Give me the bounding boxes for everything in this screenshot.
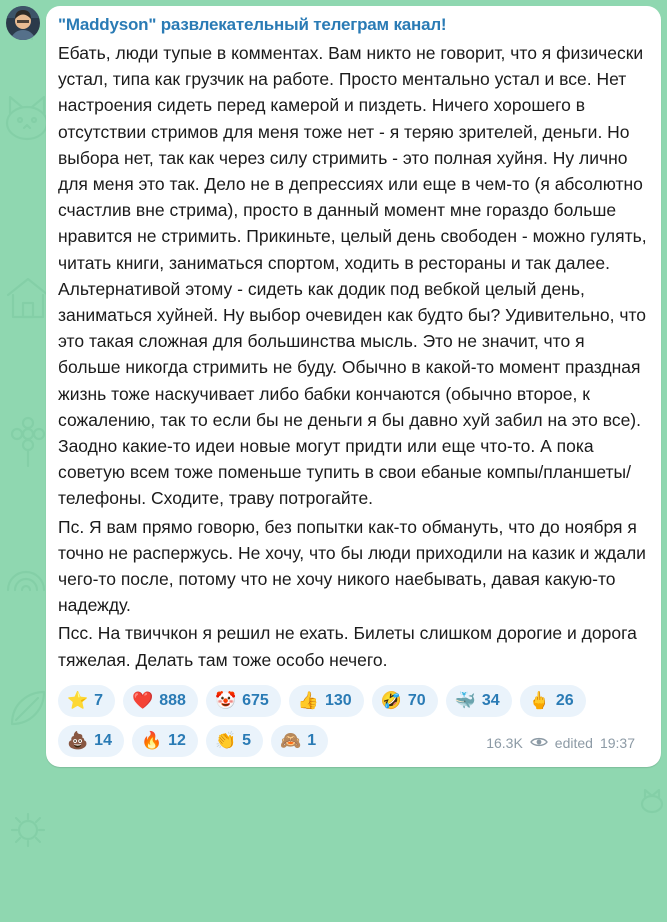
reaction-rofl-icon: 🤣 (380, 691, 402, 711)
edited-label: edited (554, 734, 593, 751)
reaction-see-no-evil-monkey-count: 1 (307, 731, 317, 749)
reaction-star-count: 7 (94, 691, 104, 709)
reaction-middle-finger[interactable] (520, 685, 586, 717)
reaction-thumbs-up[interactable] (289, 685, 364, 717)
reaction-star[interactable] (58, 685, 115, 717)
message-time: 19:37 (599, 734, 635, 751)
message-paragraph-1: Ебать, люди тупые в комментах. Вам никто не говорит, что я физически устал, типа как грузчик на работе. Просто ментально устал и все. Нет настроения сидеть перед камерой и пиздеть. Ничего хорошего в отсутствии стримов для меня тоже нет - я теряю зрителей, деньги. Но выбора нет, так как через силу стримить - это полная хуйня. Ну лично для меня это так. Дело не в депрессиях или еще в чем-то (я абсолютно счастлив вне стрима), просто в данный момент мне гораздо больше нравится не стримить. Прикиньте, целый день свободен - можно гулять, читать книги, заниматься спортом, ходить в рестораны и так далее. Альтернативой этому - сидеть как додик под вебкой целый день, заниматься хуйней. Ну выбор очевиден как будто бы? Удивительно, что это такая сложная для большинства мысль. Это не значит, что я больше никогда стримить не буду. Обычно в какой-то момент праздная жизнь тоже наскучивает либо бабки кончаются (обычно второе, к сожалению, так то если бы не деньги я бы давно хуй забил на это все). Заодно какие-то идеи новые могут придти или еще что-то. А пока советую всем тоже поменьше тупить в свои ебаные компы/планшеты/телефоны. Сходите, траву потрогайте. (58, 43, 652, 509)
reaction-whale-icon: 🐳 (454, 691, 476, 711)
reaction-clap[interactable] (206, 725, 263, 757)
reaction-thumbs-up-count: 130 (325, 691, 352, 709)
reaction-clap-count: 5 (242, 731, 252, 749)
reaction-poop-icon: 💩 (67, 731, 89, 751)
reaction-heart[interactable] (123, 685, 198, 717)
reaction-heart-count: 888 (159, 691, 186, 709)
message-paragraph-3: Псс. На твиччкон я решил не ехать. Билеты слишком дорогие и дорога тяжелая. Делать там тоже особо нечего. (58, 623, 642, 670)
reaction-see-no-evil-monkey-icon: 🙈 (280, 731, 302, 751)
channel-avatar[interactable] (6, 6, 40, 40)
reaction-poop-count: 14 (94, 731, 112, 749)
reaction-clown-count: 675 (242, 691, 269, 709)
channel-title[interactable]: "Maddyson" развлекательный телеграм канал! (58, 15, 447, 34)
reaction-star-icon: ⭐ (67, 691, 89, 711)
reaction-heart-icon: ❤️ (132, 691, 154, 711)
message-paragraph-2: Пс. Я вам прямо говорю, без попытки как-то обмануть, что до ноября я точно не распержусь. Не хочу, что бы люди приходили на казик и ждали чего-то после, потому что не хочу никого наебывать, давая какую-то надежду. (58, 516, 651, 616)
reaction-fire-icon: 🔥 (140, 731, 163, 751)
reaction-thumbs-up-icon: 👍 (297, 691, 319, 711)
reaction-clown[interactable] (206, 685, 281, 717)
reaction-fire-count: 12 (168, 731, 186, 749)
reaction-rofl-count: 70 (407, 691, 426, 709)
message-meta (486, 735, 635, 751)
message-bubble[interactable] (46, 6, 661, 767)
reaction-middle-finger-count: 26 (555, 691, 574, 709)
reaction-see-no-evil-monkey[interactable] (271, 725, 328, 757)
reaction-rofl[interactable] (372, 685, 438, 717)
reaction-middle-finger-icon: 🖕 (528, 691, 550, 711)
reaction-clap-icon: 👏 (214, 731, 237, 751)
reaction-fire[interactable] (132, 725, 198, 757)
eye-icon (530, 735, 548, 751)
reaction-whale[interactable] (446, 685, 512, 717)
view-count: 16.3K (486, 734, 523, 751)
reaction-clown-icon: 🤡 (214, 691, 237, 711)
reaction-whale-count: 34 (481, 691, 500, 709)
reaction-poop[interactable] (58, 725, 124, 757)
